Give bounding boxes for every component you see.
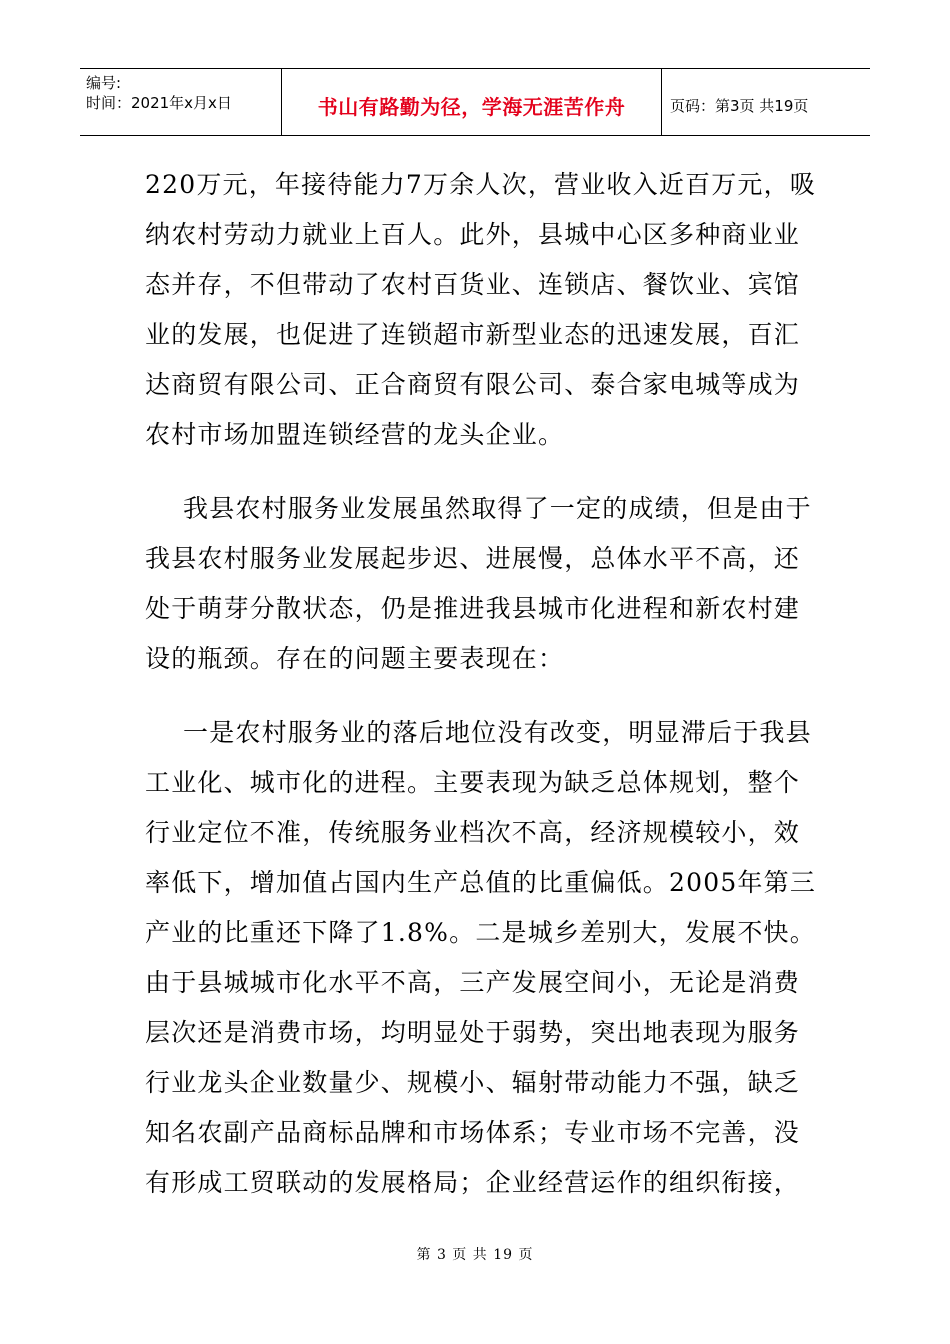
text-line: 工业化、城市化的进程。主要表现为缺乏总体规划，整个	[145, 768, 801, 797]
text-line: 层次还是消费市场，均明显处于弱势，突出地表现为服务	[145, 1018, 801, 1047]
header-page-code: 页码：第3页 共19页	[670, 96, 809, 115]
text-line: 行业定位不准，传统服务业档次不高，经济规模较小，效	[145, 818, 801, 847]
page-header	[80, 68, 870, 136]
text-line: 一是农村服务业的落后地位没有改变，明显滞后于我县	[183, 718, 812, 747]
header-meta	[80, 69, 282, 135]
paragraph-1	[145, 160, 817, 460]
text-line: 由于县城城市化水平不高，三产发展空间小，无论是消费	[145, 968, 801, 997]
text-line: 农村市场加盟连锁经营的龙头企业。	[145, 420, 565, 449]
header-motto: 书山有路勤为径，学海无涯苦作舟	[282, 69, 662, 135]
document-time: 时间：2021年x月x日	[86, 94, 232, 112]
paragraph-2	[145, 484, 812, 684]
page-footer: 第 3 页 共 19 页	[416, 1247, 534, 1263]
text-line: 达商贸有限公司、正合商贸有限公司、泰合家电城等成为	[145, 370, 801, 399]
document-body	[145, 160, 817, 1232]
document-number-label: 编号:	[86, 74, 122, 92]
text-line: 业的发展，也促进了连锁超市新型业态的迅速发展，百汇	[145, 320, 801, 349]
text-line: 我县农村服务业发展虽然取得了一定的成绩，但是由于	[183, 494, 812, 523]
paragraph-3	[145, 708, 817, 1208]
text-line: 率低下，增加值占国内生产总值的比重偏低。2005年第三	[145, 868, 817, 897]
text-line: 产业的比重还下降了1.8%。二是城乡差别大，发展不快。	[145, 918, 816, 947]
text-line: 处于萌芽分散状态，仍是推进我县城市化进程和新农村建	[145, 594, 801, 623]
text-line: 态并存，不但带动了农村百货业、连锁店、餐饮业、宾馆	[145, 270, 801, 299]
text-line: 220万元，年接待能力7万余人次，营业收入近百万元，吸	[145, 170, 817, 199]
text-line: 纳农村劳动力就业上百人。此外，县城中心区多种商业业	[145, 220, 801, 249]
text-line: 有形成工贸联动的发展格局；企业经营运作的组织衔接，	[145, 1168, 801, 1197]
text-line: 行业龙头企业数量少、规模小、辐射带动能力不强，缺乏	[145, 1068, 801, 1097]
text-line: 我县农村服务业发展起步迟、进展慢，总体水平不高，还	[145, 544, 801, 573]
text-line: 知名农副产品商标品牌和市场体系；专业市场不完善，没	[145, 1118, 801, 1147]
text-line: 设的瓶颈。存在的问题主要表现在：	[145, 644, 565, 673]
